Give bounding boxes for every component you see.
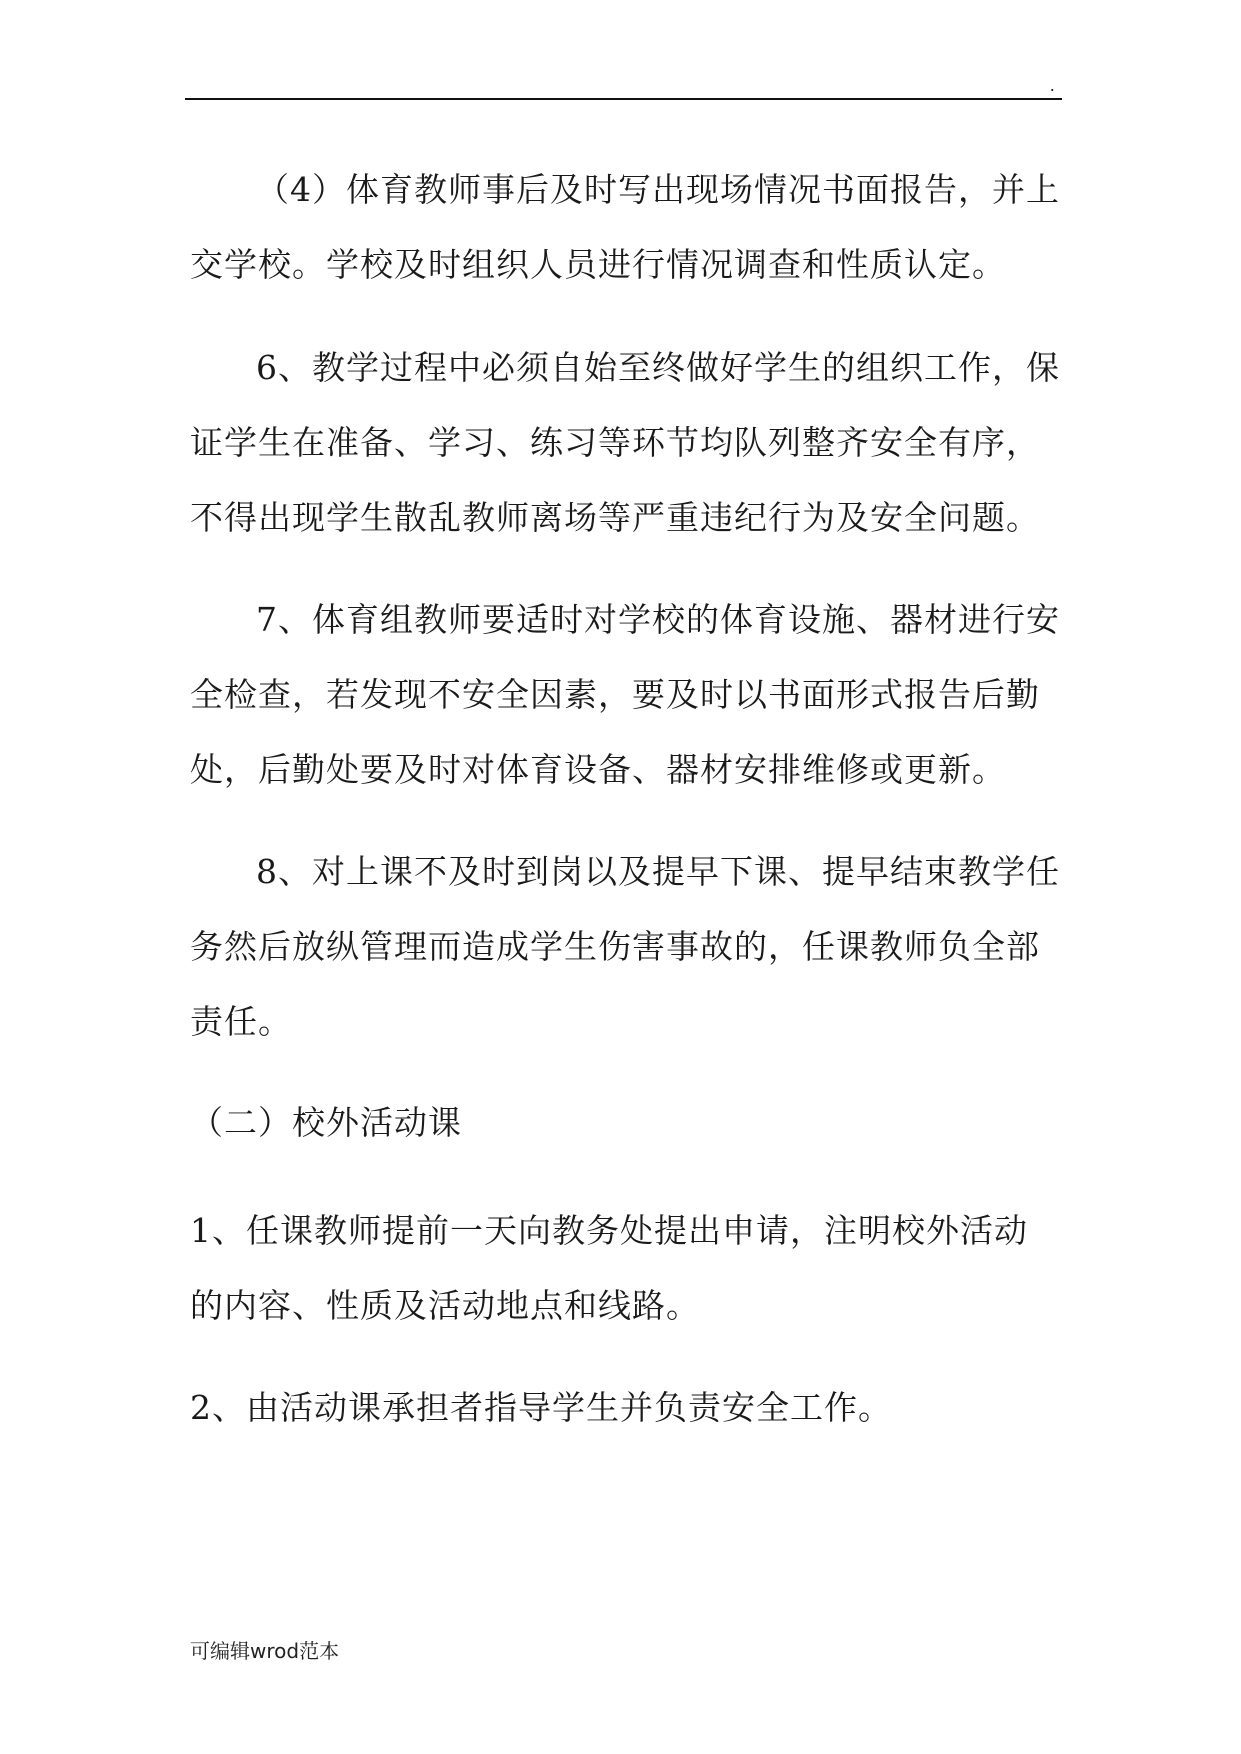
footer-text: 可编辑wrod范本 xyxy=(190,1639,340,1663)
paragraph-item-2: 2、由活动课承担者指导学生并负责安全工作。 xyxy=(190,1388,892,1427)
paragraph-item-6: 6、教学过程中必须自始至终做好学生的组织工作，保证学生在准备、学习、练习等环节均队列整齐安全有序，不得出现学生散乱教师离场等严重违纪行为及安全问题。 xyxy=(190,348,1060,537)
paragraph-item-1: 1、任课教师提前一天向教务处提出申请，注明校外活动的内容、性质及活动地点和线路。 xyxy=(190,1211,1028,1325)
paragraph-report: （4）体育教师事后及时写出现场情况书面报告，并上交学校。学校及时组织人员进行情况调查和性质认定。 xyxy=(190,170,1060,284)
header-marker: . xyxy=(1050,75,1055,95)
paragraph-item-8: 8、对上课不及时到岗以及提早下课、提早结束教学任务然后放纵管理而造成学生伤害事故的，任课教师负全部责任。 xyxy=(190,852,1060,1041)
section-heading: （二）校外活动课 xyxy=(190,1103,462,1142)
paragraph-item-7: 7、体育组教师要适时对学校的体育设施、器材进行安全检查，若发现不安全因素，要及时以书面形式报告后勤处，后勤处要及时对体育设备、器材安排维修或更新。 xyxy=(190,600,1060,789)
header-rule xyxy=(185,98,1062,100)
